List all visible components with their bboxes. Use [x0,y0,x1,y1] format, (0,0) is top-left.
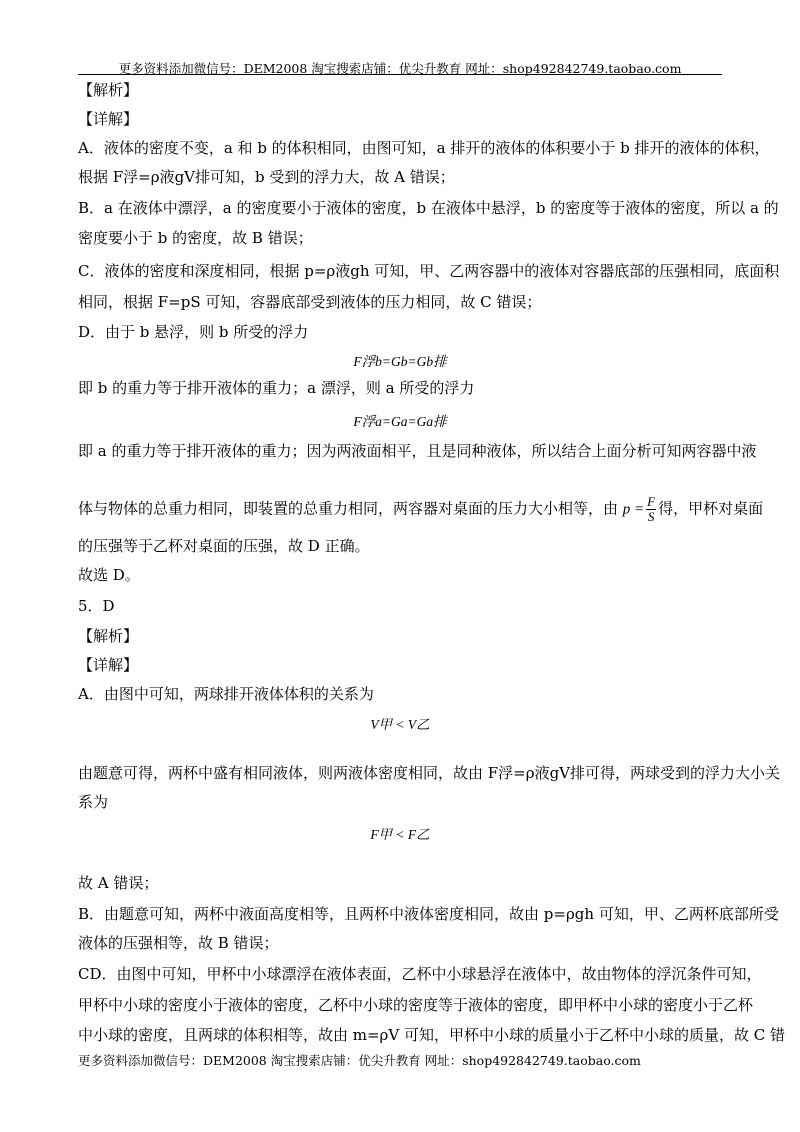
fraction-numerator: F [647,494,656,509]
text-line: 密度要小于 b 的密度，故 B 错误； [78,229,313,247]
equation-volume-comparison: V甲 < V乙 [370,717,430,732]
fraction-denominator: S [647,509,655,524]
text-line: C．液体的密度和深度相同，根据 p=ρ液gh 可知，甲、乙两容器中的液体对容器底部的压强相同，底面积 [78,262,780,280]
text-line: 故选 D。 [78,566,140,584]
text-line: 中小球的密度，且两球的体积相等，故由 m=ρV 可知，甲杯中小球的质量小于乙杯中小球的质量，故 C 错 [78,1026,785,1044]
text-line: 甲杯中小球的密度小于液体的密度，乙杯中小球的密度等于液体的密度，即甲杯中小球的密度小于乙杯 [78,996,754,1014]
text-line: 系为 [78,793,109,811]
question-answer: 5．D [78,597,115,615]
header-divider [78,74,722,75]
text-line: CD．由图中可知，甲杯中小球漂浮在液体表面，乙杯中小球悬浮在液体中，故由物体的浮沉条件可知， [78,965,762,983]
formula-p-lhs: p = [622,501,645,518]
text-line: 的压强等于乙杯对桌面的压强，故 D 正确。 [78,537,370,555]
text-line-with-formula [78,495,763,524]
text-line: 故 A 错误； [78,874,159,892]
equation-buoyancy-a: F浮a=Ga=Ga排 [353,414,447,429]
page-header: 更多资料添加微信号：DEM2008 淘宝搜索店铺：优尖升教育 网址：shop492842749.taobao.com [118,61,682,76]
text-line: 即 b 的重力等于排开液体的重力；a 漂浮，则 a 所受的浮力 [78,379,475,397]
text-line: A．液体的密度不变，a 和 b 的体积相同，由图可知，a 排开的液体的体积要小于 b 排开的液体的体积， [78,139,770,157]
text-line: B．a 在液体中漂浮，a 的密度要小于液体的密度，b 在液体中悬浮，b 的密度等于液体的密度，所以 a 的 [78,199,779,217]
section-label-detail: 【详解】 [78,656,139,674]
section-label-analysis: 【解析】 [78,81,139,99]
section-label-detail: 【详解】 [78,110,139,128]
text-line: B．由题意可知，两杯中液面高度相等，且两杯中液体密度相同，故由 p=ρgh 可知，甲、乙两杯底部所受 [78,905,779,923]
text-segment: 体与物体的总重力相同，即装置的总重力相同，两容器对桌面的压力大小相等，由 [78,499,619,518]
text-line: 根据 F浮=ρ液gV排可知，b 受到的浮力大，故 A 错误； [78,168,455,186]
section-label-analysis: 【解析】 [78,627,139,645]
equation-buoyancy-b: F浮b=Gb=Gb排 [353,354,447,369]
page-footer: 更多资料添加微信号：DEM2008 淘宝搜索店铺：优尖升教育 网址：shop492842749.taobao.com [78,1053,641,1068]
text-segment: 得，甲杯对桌面 [658,499,764,518]
text-line: 液体的压强相等，故 B 错误； [78,934,279,952]
text-line: 相同，根据 F=pS 可知，容器底部受到液体的压力相同，故 C 错误； [78,293,542,311]
text-line: 由题意可得，两杯中盛有相同液体，则两液体密度相同，故由 F浮=ρ液gV排可得，两球受到的浮力大小关 [78,764,781,782]
text-line: A．由图中可知，两球排开液体体积的关系为 [78,685,374,703]
text-line: 即 a 的重力等于排开液体的重力；因为两液面相平，且是同种液体，所以结合上面分析可知两容器中液 [78,442,757,460]
equation-force-comparison: F甲 < F乙 [370,827,430,842]
fraction-f-over-s [646,495,656,524]
text-line: D．由于 b 悬浮，则 b 所受的浮力 [78,323,309,341]
